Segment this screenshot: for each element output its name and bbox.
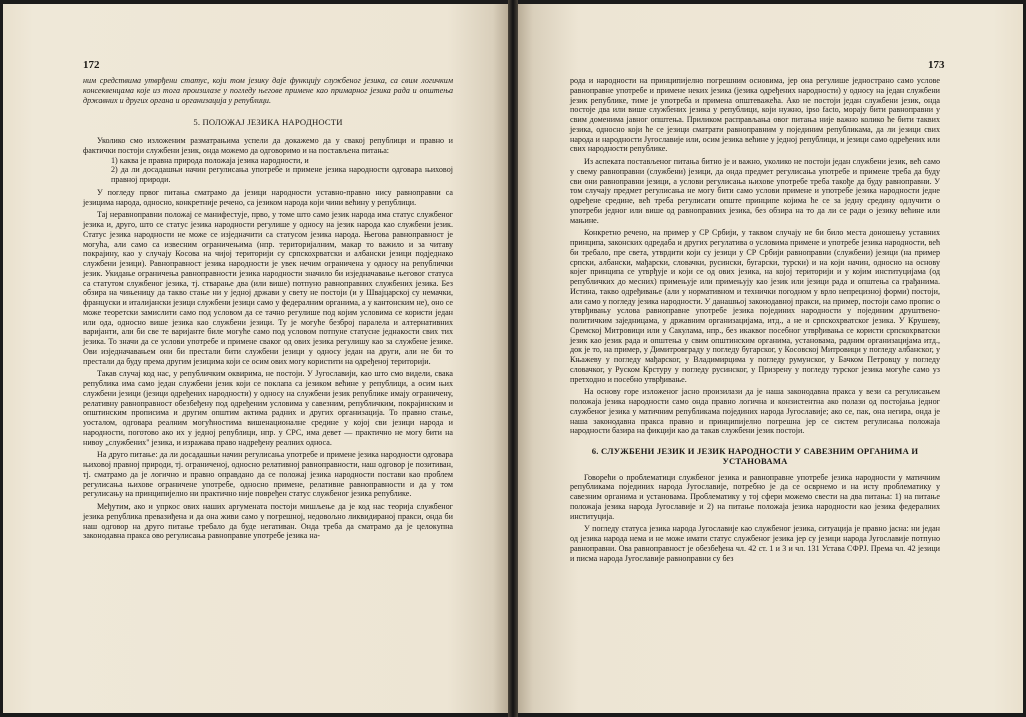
left-page-text <box>83 76 453 541</box>
paragraph: Такав случај код нас, у републичким оквирима, не постоји. У Југославији, као што смо видели, свака република има само један службени језик који се поклапа са језиком већине у републици, а осим њих службени језици (језици одређених народности) у односу на службени језик републике имају ограничену, релативну равноправност обезбеђену под одређеним условима у савезним, републичким, покрајинским и општинским прописима и другим општим актима радних и других организација. То правно стање, уосталом, одговара реалним могућностима вишенационалне средине у којој сви језици народа и народности, поготово ако их у једној републици, нпр. у СРС, има девет — практично не могу бити на нивоу „службених" језика, и изражава право надређену реалних односа. <box>83 369 453 447</box>
paragraph: Уколико смо изложеним разматрањима успели да докажемо да у свакој републици и правно и фактички постоји службени језик, онда можемо да одговоримо и на постављена питања: <box>83 136 453 155</box>
paragraph: На друго питање: да ли досадашњи начин регулисања употребе и примене језика народности одговара њиховој правној природи, тј. ограниченој, односно релативној равноправности, наш одговор је позитиван, тј. сматрамо да је логично и правно оправдано да се положај језика народности постави као проблем регулисања њихове ограничене употребе, односно примене, релативне равноправности и да у том регулисању на принципијелно ни практично није повређен статус службеног језика републике. <box>83 450 453 499</box>
left-page <box>3 4 508 713</box>
paragraph: На основу горе изложеног јасно произилази да је наша законодавна пракса у вези са регулисањем положаја језика народности само онда правно логична и конзистентна ако полази од постојања једног службеног језика у матичним републикама појединих народа Југославије; ако се, пак, она негира, онда је наша законодавна пракса правно и принципијелно погрешна јер се систем регулисања положаја народности базира на фикцији као да такав службени језик постоји. <box>570 387 940 436</box>
list-item: 2) да ли досадашњи начин регулисања употребе и примене језика народности одговара њиховој правној природи. <box>111 165 453 184</box>
section-heading: 6. СЛУЖБЕНИ ЈЕЗИК И ЈЕЗИК НАРОДНОСТИ У САВЕЗНИМ ОРГАНИМА И УСТАНОВАМА <box>591 446 919 466</box>
paragraph: Говорећи о проблематици службеног језика и равноправне употребе језика народности у матичним републикама појединих народа Југославије, потребно је да се осврнемо и на исту проблематику у савезним органима и установама. Проблематику у тој сфери можемо свести на два питања: 1) на питање положаја језика народа Југославије и 2) на питање положаја језика народности као језика федералних институција. <box>570 472 940 521</box>
paragraph: У погледу првог питања сматрамо да језици народности уставно-правно нису равноправни са језицима народа, односно, конкретније речено, са језиком народа који чини већину у републици. <box>83 187 453 207</box>
page-number-left: 172 <box>83 59 100 71</box>
paragraph: ним средствима утврђени статус, који том језику даје функцију службеног језика, са свим логичким консеквенцама које из тога произилазе у погледу његове примене као примарног језика рада и општења државних и других органа и организација у републици. <box>83 76 453 105</box>
list-item: 1) каква је правна природа положаја језика народности, и <box>111 155 309 165</box>
book-gutter <box>508 0 518 717</box>
right-page <box>518 4 1023 713</box>
section-heading: 5. ПОЛОЖАЈ ЈЕЗИКА НАРОДНОСТИ <box>193 117 343 128</box>
paragraph: Међутим, ако и упркос ових наших аргумената постоји мишљење да је код нас теорија службеног језика република превазиђена и да она живи само у погрешној, недовољно ликвидираној пракси, онда би наш одговор на друго питање требало да буде негативан. Онда треба да сматрамо да је целокупна законодавна пракса ово регулисања равноправне употребе језика на- <box>83 502 453 541</box>
right-page-text <box>570 76 940 563</box>
paragraph: У погледу статуса језика народа Југославије као службеног језика, ситуација је правно јасна: ни један од језика народа нема и не може имати статус службеног језика јер су језици народа Југославије потпуно равноправни. Ова равноправност је обезбеђена чл. 42 ст. 1 и 3 и чл. 131 Устава СФРЈ. Према чл. 42 језици и писма народа Југославије равноправни су без <box>570 524 940 563</box>
paragraph: Конкретно речено, на пример у СР Србији, у таквом случају не би било места доношењу уставних принципа, законских одредаба и других регулатива о условима примене и употребе језика народности, већ би требало, пре света, утврдити који су језици у СР Србији равноправни (службени) језици (на пример српски, албански, мађарски, словачки, русински, бугарски, турски) и на који начин, односно на основу којег принципа се утврђује и који се од ових језика, на којој територији и у којим институцијама (од републичких до месних) примењује или примењују као језик или језици рада и општења са грађанима. Истина, такво одређивање (али у нормативном и технички погодном у врло непрецизној форми) постоји, али само у погледу језика народности. У данашњој законодавној пракси, на пример, постоји само пропис о утврђивању услова равноправне употребе језика појединих народности у појединим друштвено-политичким заједницама, у државним организацијама, итд., а не и српскохрватског језика. У Крушеву, Сремској Митровици или у Сакулама, нпр., без икаквог посебног утврђивања се користи српскохрватски језик као језик рада и општења у свим општинским органима, установама, радним организацијама итд., док је то, на пример, у Димитровграду у погледу бугарског, у Косовској Митровици у погледу албанског, у Књажеву у погледу мађарског, у Владимирцима у погледу румунског, у Бачком Петровцу у погледу словачког, у Руском Крстуру у погледу русинског, у Призрену у погледу турског језика могуће само уз претходно и посебно утврђивање. <box>570 228 940 384</box>
paragraph: Тај неравноправни положај се манифестује, прво, у томе што само језик народа има статус службеног језика и, друго, што се статус језика народности регулише у односу на језик народа као службени језик. Статус језика народности не може се изједначити са статусом језика народа. Његова равноправност је могућа, али само са извесним ограничењима (нпр. територијалним, макар то важило и за читаву покрајину, као у случају Косова на чијој територији су српскохрватски и албански језици подједнако службени језици). Равноправност језика народности је увек нечим ограничена у односу на републички језик. Укидање ограничења равноправности језика народности значило би изједначавање његовог статуса са статутом службеног језика, тј. стварање два (или више) потпуно равноправних службених језика. Без обзира на чињеницу да такво стање ни у једној држави у свету не постоји (и у Швајцарској су немачки, француски и италијански језици службени језици само у федералним органима, а у кантонским не), оно се може теоретски замислити само под условом да се тачно регулише под којим условима се користи један или ода, односно више језика као службени језици. Ту је могуће безброј паралела и алтернативних варијанти, али би све те варијанте биле могуће само под условом потпуне статусне једнакости свих тих језика. То значи да се услови употребе и примене сваког од ових језика регулишу као за службене језике. Ови изједначавањем они би престали бити службени језици у односу један на други, али не би то престали да буду према другим језицима који се осим ових могу користити на одређеној територији. <box>83 210 453 366</box>
paragraph: Из аспеката постављеног питања битно је и важно, уколико не постоји један службени језик, већ само у свему равноправни (службени) језици, да онда предмет регулисања употребе и примене треба да буду сви они равноправни језици, а услови регулисања њихове употребе треба такође да буду равноправни. У том случају предмет регулисања не могу бити само услови примене и употребе језика народности једне одређене средине, већ треба регулисати опште принципе којима ће се за једну средину одлучити о употреби једног или више од равноправних језика, без обзира на то да ли се ради о језику већине или мањине. <box>570 157 940 225</box>
paragraph: рода и народности на принципијелно погрешним основима, јер она регулише једнострано само услове равноправне употребе и примене неких језика (језика одређених народности) у односу на један службени језик републике, тиме је употреба и примена општеважећа. Ако не постоји један службени језик, онда постоје два или више службених језика у републици, који нужно, ipso facto, морају бити равноправни у свим доменима јавног општења. Приликом расправљања овог питања није важно колико ће бити таквих језика, односно који ће се језици сматрати равноправним у појединим републикама, да ли језици свих народа и народности Југославије или, осим језика већине у једној републици, и језици само одређених или свих народности републике. <box>570 76 940 154</box>
page-number-right: 173 <box>928 59 945 71</box>
